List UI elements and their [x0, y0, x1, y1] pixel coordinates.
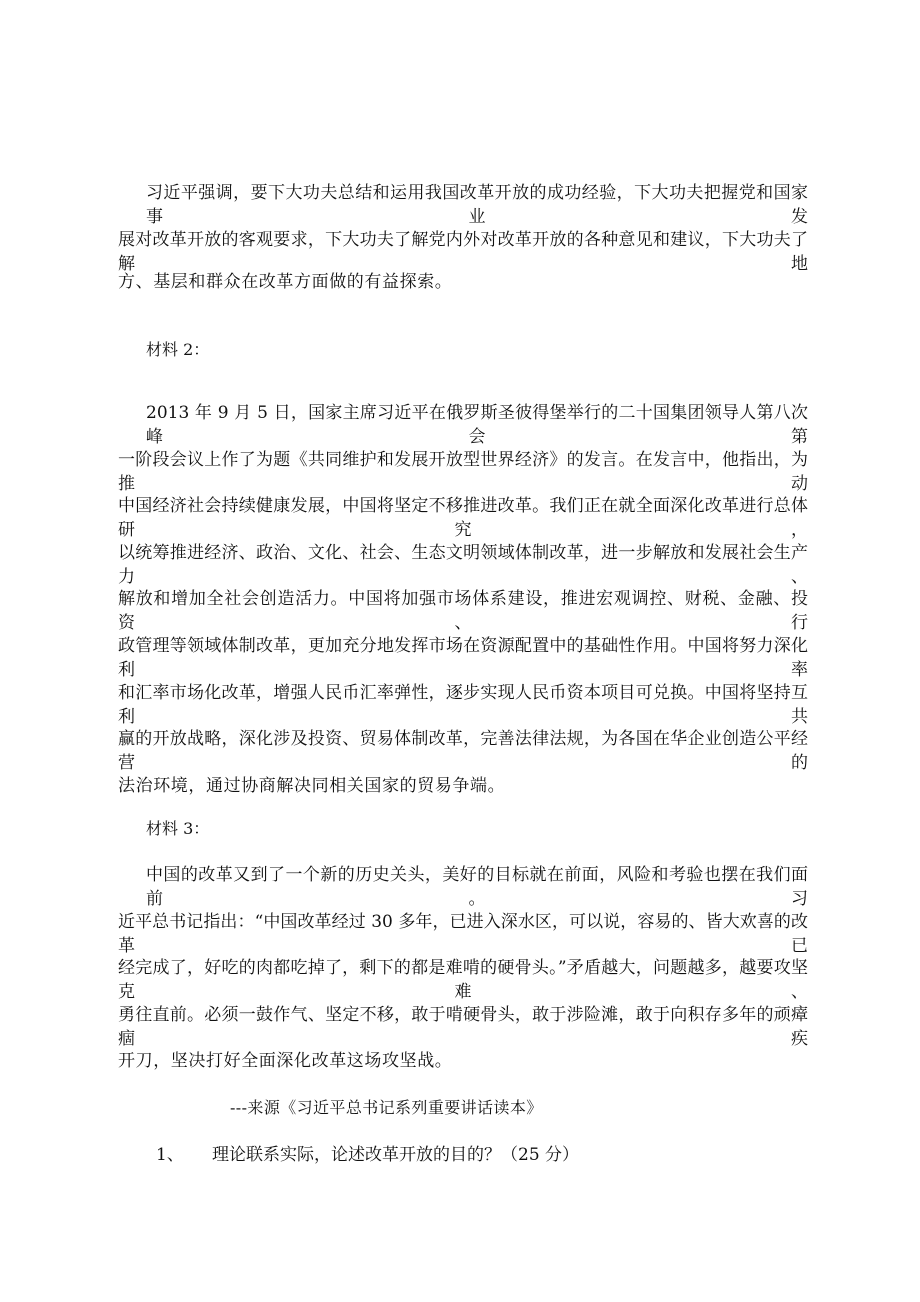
question-text: 理论联系实际，论述改革开放的目的？（25 分） [212, 1145, 580, 1165]
material-3-label: 材料 3： [146, 819, 210, 838]
text-line: 赢的开放战略，深化涉及投资、贸易体制改革，完善法律法规，为各国在华企业创造公平经营的 [118, 729, 808, 773]
text-line: 方、基层和群众在改革方面做的有益探索。 [118, 272, 453, 292]
text-line: 中国的改革又到了一个新的历史关头，美好的目标就在前面，风险和考验也摆在我们面前。习 [146, 865, 808, 909]
text-line: 政管理等领域体制改革，更加充分地发挥市场在资源配置中的基础性作用。中国将努力深化利率 [118, 636, 808, 680]
text-line: 和汇率市场化改革，增强人民币汇率弹性，逐步实现人民币资本项目可兑换。中国将坚持互利共 [118, 683, 808, 727]
text-line: 解放和增加全社会创造活力。中国将加强市场体系建设，推进宏观调控、财税、金融、投资、行 [118, 589, 808, 633]
source-citation: ---来源《习近平总书记系列重要讲话读本》 [230, 1098, 543, 1117]
text-line: 中国经济社会持续健康发展，中国将坚定不移推进改革。我们正在就全面深化改革进行总体研究， [118, 496, 808, 540]
text-line: 以统筹推进经济、政治、文化、社会、生态文明领域体制改革，进一步解放和发展社会生产力、 [118, 543, 808, 587]
text-line: 2013 年 9 月 5 日，国家主席习近平在俄罗斯圣彼得堡举行的二十国集团领导人第八次峰会第 [146, 403, 808, 447]
text-line: 近平总书记指出：“中国改革经过 30 多年，已进入深水区，可以说，容易的、皆大欢喜的改革已 [118, 912, 808, 956]
text-line: 一阶段会议上作了为题《共同维护和发展开放型世界经济》的发言。在发言中，他指出，为推动 [118, 450, 808, 494]
text-line: 习近平强调，要下大功夫总结和运用我国改革开放的成功经验，下大功夫把握党和国家事业发 [146, 183, 808, 227]
text-line: 勇往直前。必须一鼓作气、坚定不移，敢于啃硬骨头，敢于涉险滩，敢于向积存多年的顽瘴痼疾 [118, 1005, 808, 1049]
text-line: 开刀，坚决打好全面深化改革这场攻坚战。 [118, 1051, 453, 1071]
material-2-label: 材料 2： [146, 340, 210, 359]
text-line: 展对改革开放的客观要求，下大功夫了解党内外对改革开放的各种意见和建议，下大功夫了解地 [118, 230, 808, 274]
text-line: 法治环境，通过协商解决同相关国家的贸易争端。 [118, 776, 506, 796]
text-line: 经完成了，好吃的肉都吃掉了，剩下的都是难啃的硬骨头。”矛盾越大，问题越多，越要攻坚克难、 [118, 958, 808, 1002]
question-number: 1、 [156, 1145, 184, 1165]
